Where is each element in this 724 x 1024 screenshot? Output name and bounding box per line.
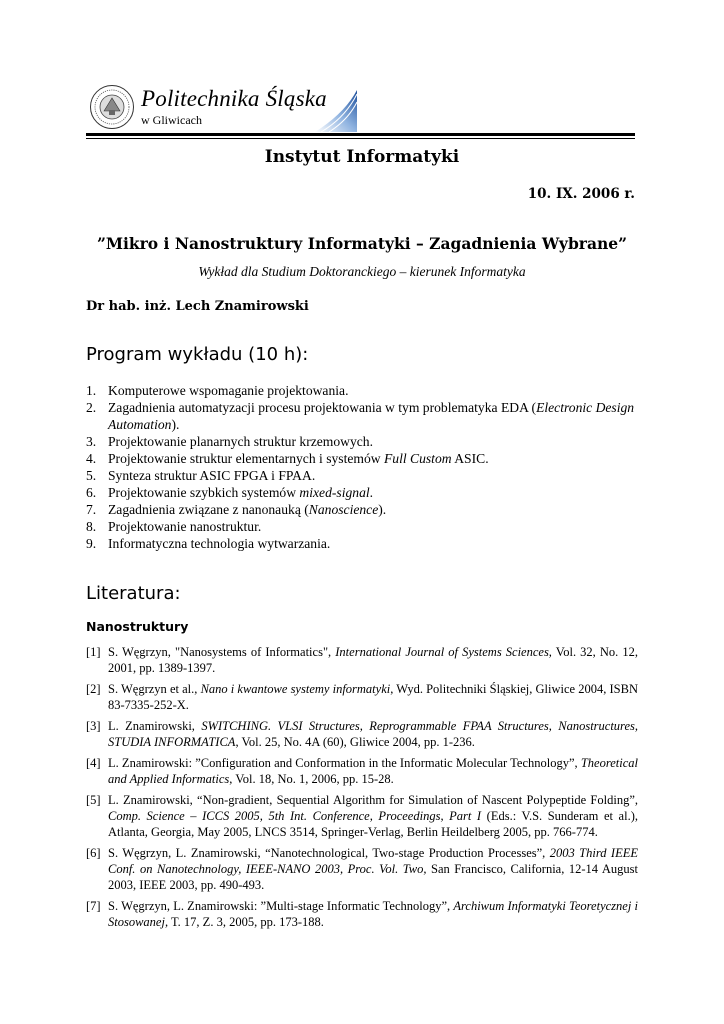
program-item-text: Full Custom <box>383 451 452 466</box>
reference-item-text: Comp. Science – ICCS 2005, 5th Int. Conference, Proceedings, Part I <box>108 809 482 823</box>
reference-item-text: Archiwum Informatyki Teoretycznej i Stosowanej, <box>108 899 638 929</box>
reference-item <box>86 681 638 713</box>
reference-item-text: S. Węgrzyn et al., <box>108 682 201 696</box>
university-seal-icon <box>89 84 135 130</box>
program-item <box>86 518 646 535</box>
program-item-text: Projektowanie szybkich systemów <box>108 485 300 500</box>
reference-list <box>86 644 638 935</box>
program-item-number: 4. <box>86 451 97 466</box>
reference-item-number: [1] <box>86 645 101 659</box>
header-rule-thin <box>86 138 635 139</box>
reference-item-text: T. 17, Z. 3, 2005, pp. 173-188. <box>168 915 324 929</box>
reference-item-text: 2003 Third IEEE Conf. on Nanotechnology, IEEE-NANO 2003, Proc. Vol. Two, <box>108 846 638 876</box>
program-item-number: 6. <box>86 485 97 500</box>
program-item-text: Zagadnienia związane z nanonauką ( <box>108 502 309 517</box>
program-item-text: Projektowanie planarnych struktur krzemowych. <box>108 434 373 449</box>
program-item-text: mixed-signal <box>299 485 370 500</box>
reference-item <box>86 644 638 676</box>
program-item <box>86 382 646 399</box>
institute-name: Instytut Informatyki <box>264 147 460 167</box>
program-item-text: Informatyczna technologia wytwarzania. <box>108 536 331 551</box>
program-item-text: Synteza struktur ASIC FPGA i FPAA. <box>108 468 316 483</box>
reference-item-number: [5] <box>86 793 101 807</box>
program-item <box>86 501 646 518</box>
reference-item <box>86 718 638 750</box>
literature-heading: Literatura: <box>86 583 181 604</box>
reference-item <box>86 792 638 840</box>
program-item-text: ). <box>171 417 180 432</box>
reference-item-number: [3] <box>86 719 101 733</box>
university-logo-icon <box>315 88 357 132</box>
program-item-number: 8. <box>86 519 97 534</box>
university-name: Politechnika Śląska <box>141 86 327 111</box>
program-item-text: Projektowanie nanostruktur. <box>108 519 262 534</box>
program-heading: Program wykładu (10 h): <box>86 344 309 365</box>
program-item-number: 3. <box>86 434 97 449</box>
program-item-text: Nanoscience <box>308 502 379 517</box>
program-item <box>86 484 646 501</box>
program-item-number: 9. <box>86 536 97 551</box>
reference-item-text: S. Węgrzyn, L. Znamirowski: ”Multi-stage Informatic Technology”, <box>108 899 454 913</box>
program-list <box>86 382 646 552</box>
program-item-text: ). <box>378 502 387 517</box>
program-item-text: ASIC. <box>451 451 489 466</box>
program-item-number: 5. <box>86 468 97 483</box>
reference-item-text: Theoretical and Applied Informatics <box>108 756 638 786</box>
reference-item-text: Vol. 32, No. 12, 2001, pp. 1389-1397. <box>108 645 638 675</box>
reference-item-text: , Vol. 18, No. 1, 2006, pp. 15-28. <box>229 772 394 786</box>
reference-item-text: L. Znamirowski, <box>108 719 202 733</box>
reference-item-text: SWITCHING. VLSI Structures, Reprogrammable FPAA Structures, Nanostructures, STUDIA INFORMATICA <box>108 719 638 749</box>
reference-item-text: (Eds.: V.S. Sunderam et al.), Atlanta, Georgia, May 2005, LNCS 3514, Springer-Verlag, Berlin Heildelberg 2005, pp. 766-774. <box>108 809 638 839</box>
program-item <box>86 450 646 467</box>
lecturer-name: Dr hab. inż. Lech Znamirowski <box>86 299 309 314</box>
program-item-text: . <box>369 485 374 500</box>
reference-item <box>86 898 638 930</box>
program-item-text: Komputerowe wspomaganie projektowania. <box>108 383 349 398</box>
reference-item-number: [2] <box>86 682 101 696</box>
reference-item-text: , Vol. 25, No. 4A (60), Gliwice 2004, pp. 1-236. <box>235 735 475 749</box>
reference-item-text: S. Węgrzyn, "Nanosystems of Informatics", <box>108 645 336 659</box>
course-subtitle: Wykład dla Studium Doktoranckiego – kierunek Informatyka <box>198 264 526 279</box>
reference-item-text: , Wyd. Politechniki Śląskiej, Gliwice 2004, ISBN 83-7335-252-X. <box>108 682 639 712</box>
reference-item-text: Nano i kwantowe systemy informatyki <box>200 682 391 696</box>
program-item-number: 7. <box>86 502 97 517</box>
program-item <box>86 399 646 433</box>
program-item-number: 2. <box>86 400 97 415</box>
reference-item-text: International Journal of Systems Sciences, <box>335 645 552 659</box>
reference-item-text: L. Znamirowski, “Non-gradient, Sequential Algorithm for Simulation of Nascent Polypeptide Folding”, <box>108 793 638 807</box>
program-item <box>86 433 646 450</box>
reference-item-text: San Francisco, California, 12-14 August 2003, IEEE 2003, pp. 490-493. <box>108 862 638 892</box>
document-date: 10. IX. 2006 r. <box>527 186 635 202</box>
literature-section-heading: Nanostruktury <box>86 619 189 634</box>
reference-item <box>86 845 638 893</box>
course-title: ”Mikro i Nanostruktury Informatyki – Zagadnienia Wybrane” <box>96 234 628 253</box>
reference-item-number: [7] <box>86 899 101 913</box>
reference-item-text: L. Znamirowski: ”Configuration and Conformation in the Informatic Molecular Technology”, <box>108 756 581 770</box>
program-item-text: Projektowanie struktur elementarnych i systemów <box>108 451 384 466</box>
reference-item-number: [6] <box>86 846 101 860</box>
program-item-text: Zagadnienia automatyzacji procesu projektowania w tym problematyka EDA ( <box>108 400 537 415</box>
program-item-text: Electronic Design Automation <box>108 400 635 432</box>
reference-item <box>86 755 638 787</box>
program-item-number: 1. <box>86 383 97 398</box>
reference-item-text: S. Węgrzyn, L. Znamirowski, “Nanotechnological, Two-stage Production Processes”, <box>108 846 550 860</box>
program-item <box>86 535 646 552</box>
reference-item-number: [4] <box>86 756 101 770</box>
university-city: w Gliwicach <box>141 113 202 127</box>
program-item <box>86 467 646 484</box>
header-rule <box>86 133 635 136</box>
